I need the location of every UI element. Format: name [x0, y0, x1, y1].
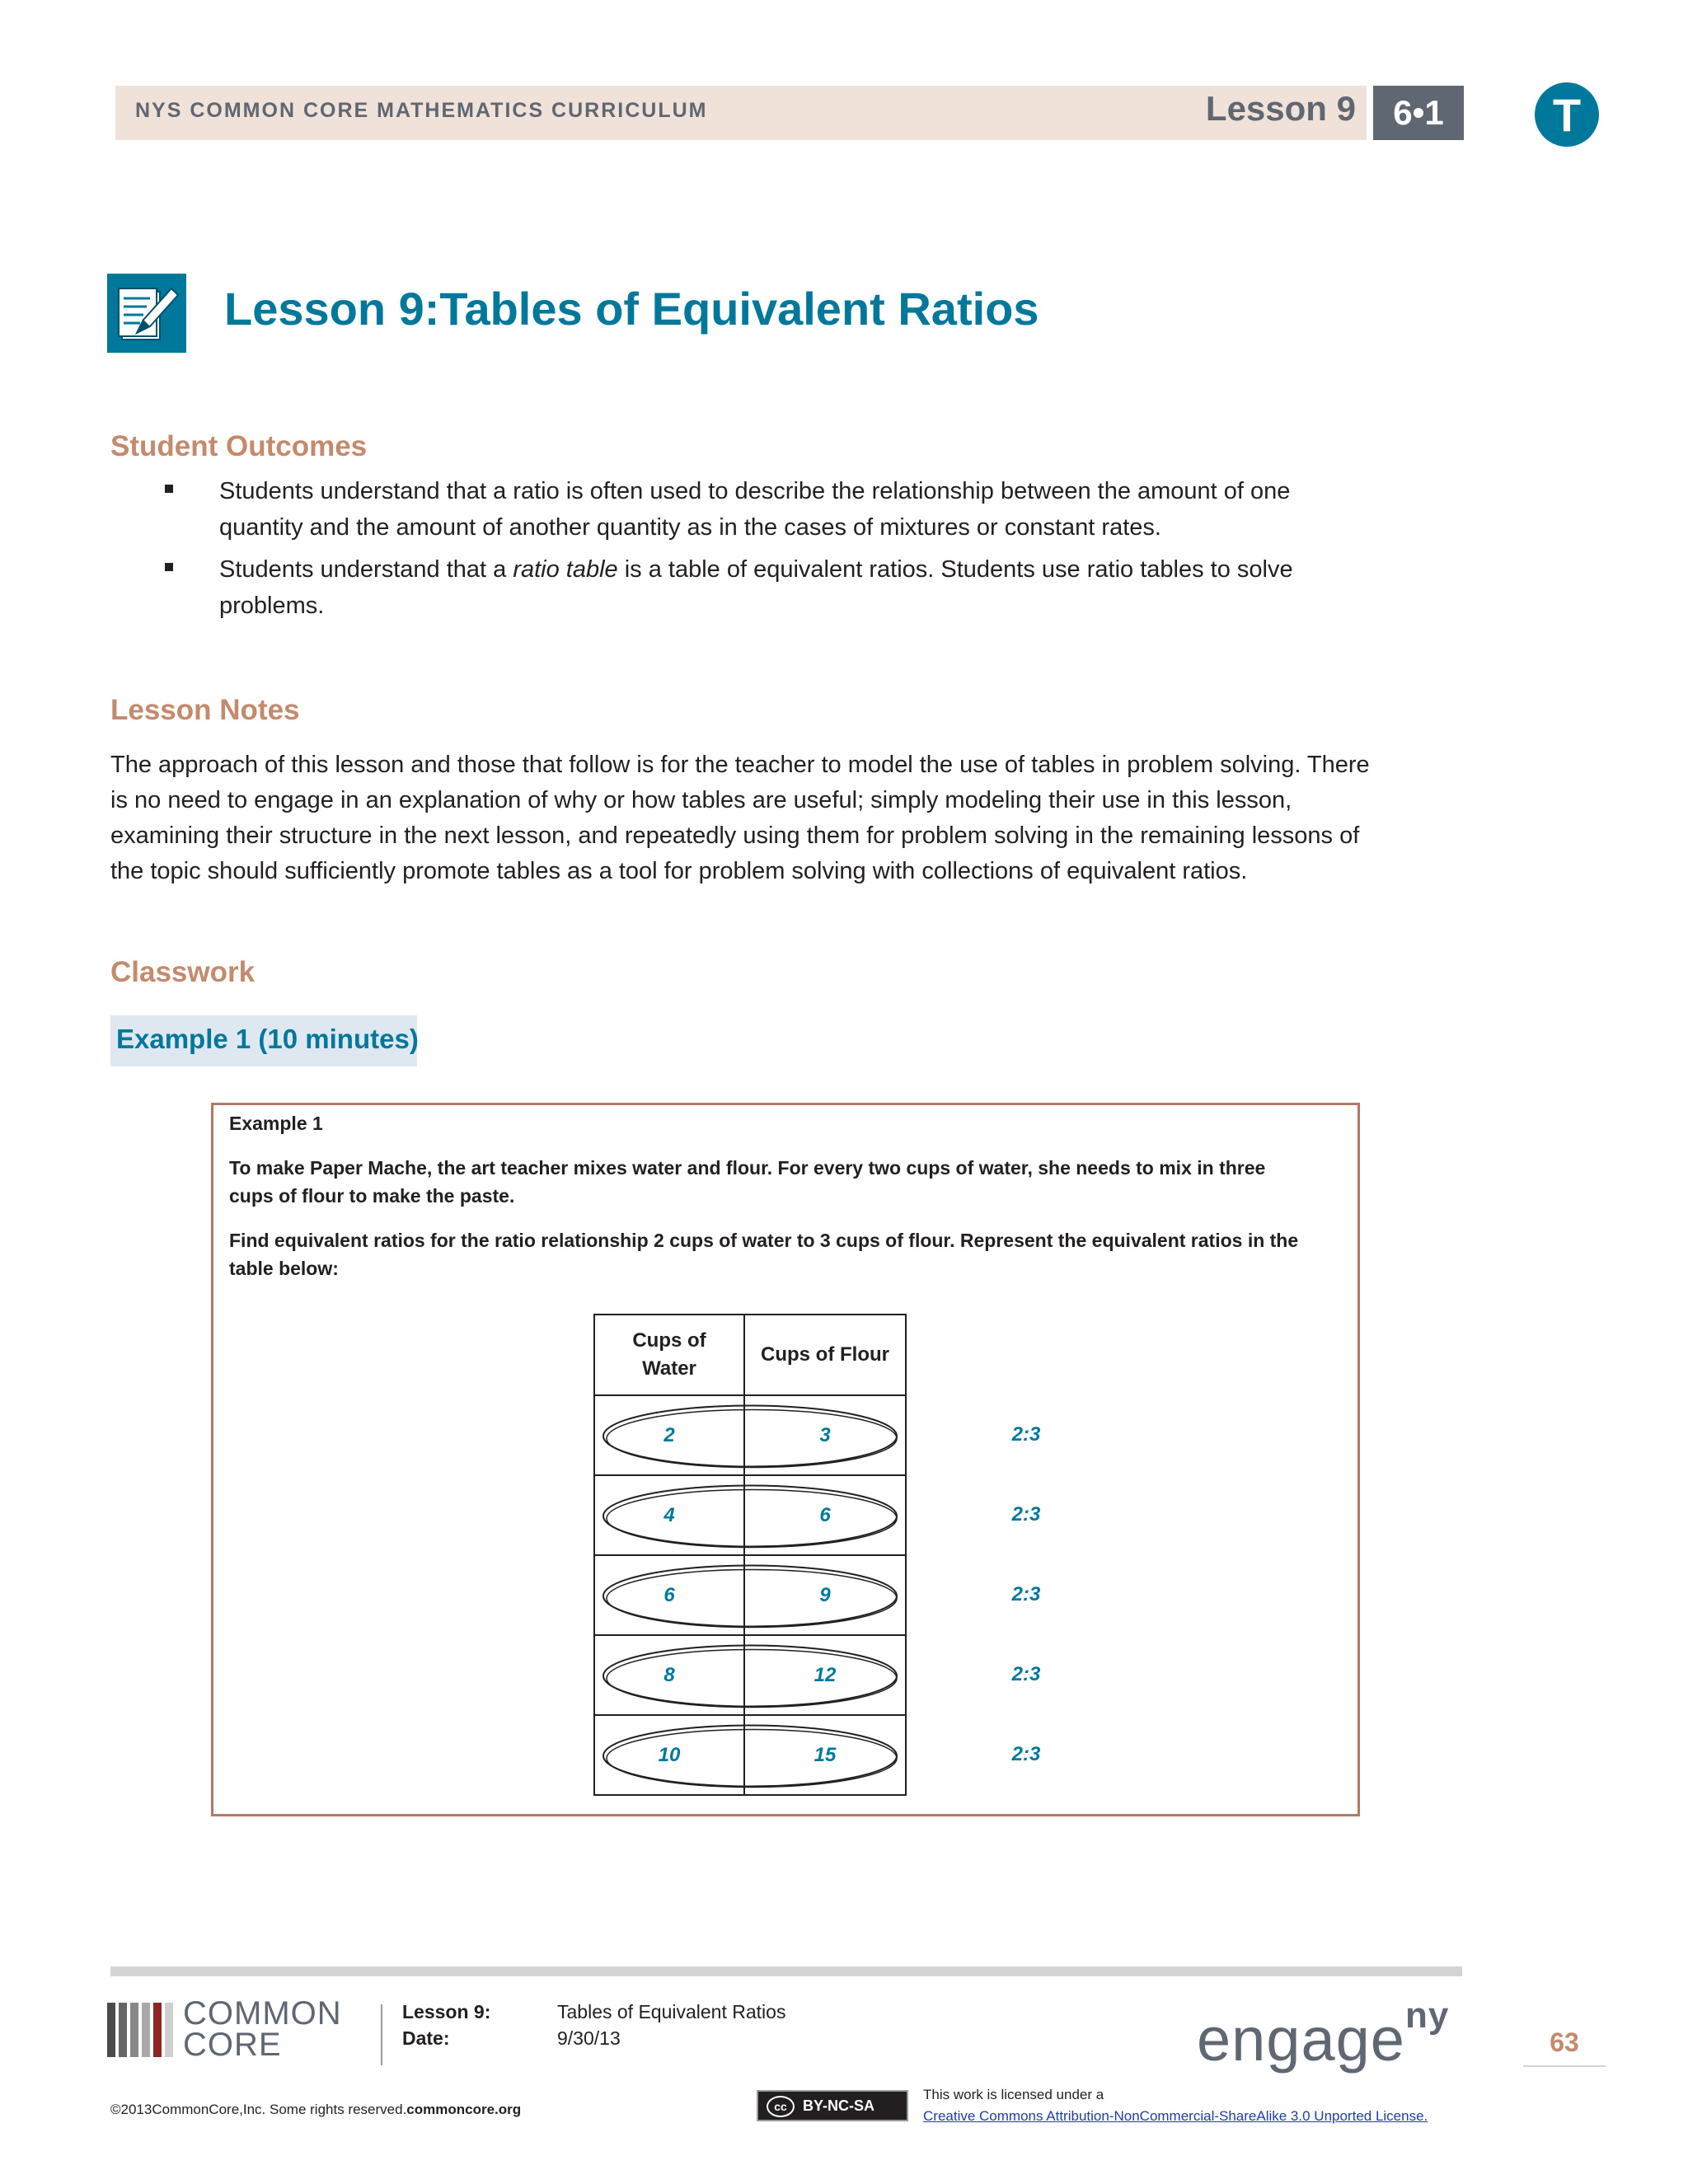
- outcome-1-line-2: quantity and the amount of another quantity as in the cases of mixtures or constant rates.: [219, 514, 1161, 541]
- example-para-1-line-1: To make Paper Mache, the art teacher mixes water and flour. For every two cups of water, she needs to mix in three: [229, 1157, 1266, 1179]
- cell-flour: 3: [744, 1395, 906, 1475]
- copyright: ©2013CommonCore,Inc. Some rights reserved.commoncore.org: [110, 2102, 522, 2117]
- ratio-label: 2:3: [1011, 1742, 1041, 1765]
- cell-flour: 15: [744, 1715, 906, 1795]
- lesson-pencil-icon: [107, 274, 186, 353]
- bullet-marker: [165, 563, 173, 571]
- lesson-notes-line: The approach of this lesson and those that follow is for the teacher to model the use of tables in problem solving. There: [110, 752, 1370, 778]
- example-para-2-line-1: Find equivalent ratios for the ratio relationship 2 cups of water to 3 cups of flour. Represent the equivalent ratios in the: [229, 1230, 1299, 1251]
- footer-rule: [110, 1966, 1462, 1976]
- cell-water: 4: [594, 1475, 744, 1555]
- column-header-water: Cups of Water: [594, 1315, 744, 1395]
- ratio-pair-oval-outline: [607, 1490, 897, 1548]
- lesson-notes-line: the topic should sufficiently promote tables as a tool for problem solving with collections of equivalent ratios.: [110, 858, 1248, 884]
- cell-water: 10: [594, 1715, 744, 1795]
- cc-icon: cc: [767, 2096, 795, 2117]
- cc-license-badge: cc BY-NC-SA: [757, 2090, 908, 2121]
- example-para-2-line-2: table below:: [229, 1258, 339, 1279]
- common-core-logo-icon: [107, 2003, 178, 2061]
- footer-lesson-label: Lesson 9:: [402, 2001, 491, 2022]
- common-core-logo-text: COMMON CORE: [183, 1995, 342, 2063]
- lesson-title: Lesson 9:Tables of Equivalent Ratios: [224, 283, 1039, 335]
- example-para-1-line-2: cups of flour to make the paste.: [229, 1185, 515, 1207]
- page-number: 63: [1550, 2027, 1579, 2057]
- cell-water: 8: [594, 1635, 744, 1715]
- grade-module-badge: 6•1: [1373, 86, 1464, 140]
- lesson-notes-line: examining their structure in the next lesson, and repeatedly using them for problem solving in the remaining lessons of: [110, 823, 1360, 849]
- cell-water: 6: [594, 1555, 744, 1635]
- ratio-pair-oval-outline: [607, 1650, 897, 1708]
- footer-date-label: Date:: [402, 2027, 450, 2049]
- ratio-pair-oval: [603, 1566, 897, 1627]
- ratio-pair-oval: [603, 1486, 897, 1547]
- cell-water: 2: [594, 1395, 744, 1475]
- outcome-2-line-1: Students understand that a ratio table is a table of equivalent ratios. Students use ratio tables to solve: [219, 556, 1293, 583]
- cell-flour: 6: [744, 1475, 906, 1555]
- ratio-pair-oval-outline: [607, 1730, 897, 1788]
- ratio-label: 2:3: [1011, 1422, 1041, 1446]
- ratio-pair-oval-outline: [607, 1570, 897, 1628]
- cell-flour: 9: [744, 1555, 906, 1635]
- lesson-notes-line: is no need to engage in an explanation of why or how tables are useful; simply modeling their use in this lesson,: [110, 787, 1292, 813]
- license-text: This work is licensed under a: [923, 2087, 1104, 2102]
- student-outcomes-heading: Student Outcomes: [110, 430, 368, 462]
- ratio-label: 2:3: [1011, 1662, 1041, 1685]
- classwork-heading: Classwork: [110, 956, 256, 988]
- engageny-logo: engage$^{ny}$: [1197, 1995, 1450, 2074]
- ratio-label: 2:3: [1011, 1502, 1041, 1526]
- footer-divider: [381, 2004, 382, 2065]
- license-link[interactable]: Creative Commons Attribution-NonCommercial-ShareAlike 3.0 Unported License.: [923, 2108, 1428, 2124]
- outcome-1-line-1: Students understand that a ratio is often used to describe the relationship between the amount of one: [219, 478, 1291, 504]
- ratio-pair-ovals: [593, 1394, 907, 1798]
- ratio-label: 2:3: [1011, 1582, 1041, 1605]
- example-box-title: Example 1: [229, 1113, 323, 1134]
- lesson-notes-heading: Lesson Notes: [110, 694, 300, 726]
- ratio-pair-oval: [603, 1646, 897, 1707]
- cell-flour: 12: [744, 1635, 906, 1715]
- footer-date-value: 9/30/13: [557, 2027, 621, 2049]
- header-lesson: Lesson 9: [1205, 89, 1356, 128]
- example-label: Example 1 (10 minutes): [116, 1024, 419, 1054]
- ratio-table-term: ratio table: [513, 556, 618, 583]
- outcome-2-line-2: problems.: [219, 593, 325, 619]
- column-header-flour: Cups of Flour: [744, 1315, 906, 1395]
- ratio-pair-oval: [603, 1726, 897, 1787]
- ratio-pair-oval: [603, 1406, 897, 1467]
- page-number-rule: [1523, 2065, 1606, 2067]
- curriculum-name: NYS COMMON CORE MATHEMATICS CURRICULUM: [135, 99, 708, 122]
- footer-lesson-value: Tables of Equivalent Ratios: [557, 2001, 786, 2022]
- bullet-marker: [165, 485, 173, 493]
- teacher-badge: T: [1535, 82, 1599, 147]
- ratio-pair-oval-outline: [607, 1410, 897, 1468]
